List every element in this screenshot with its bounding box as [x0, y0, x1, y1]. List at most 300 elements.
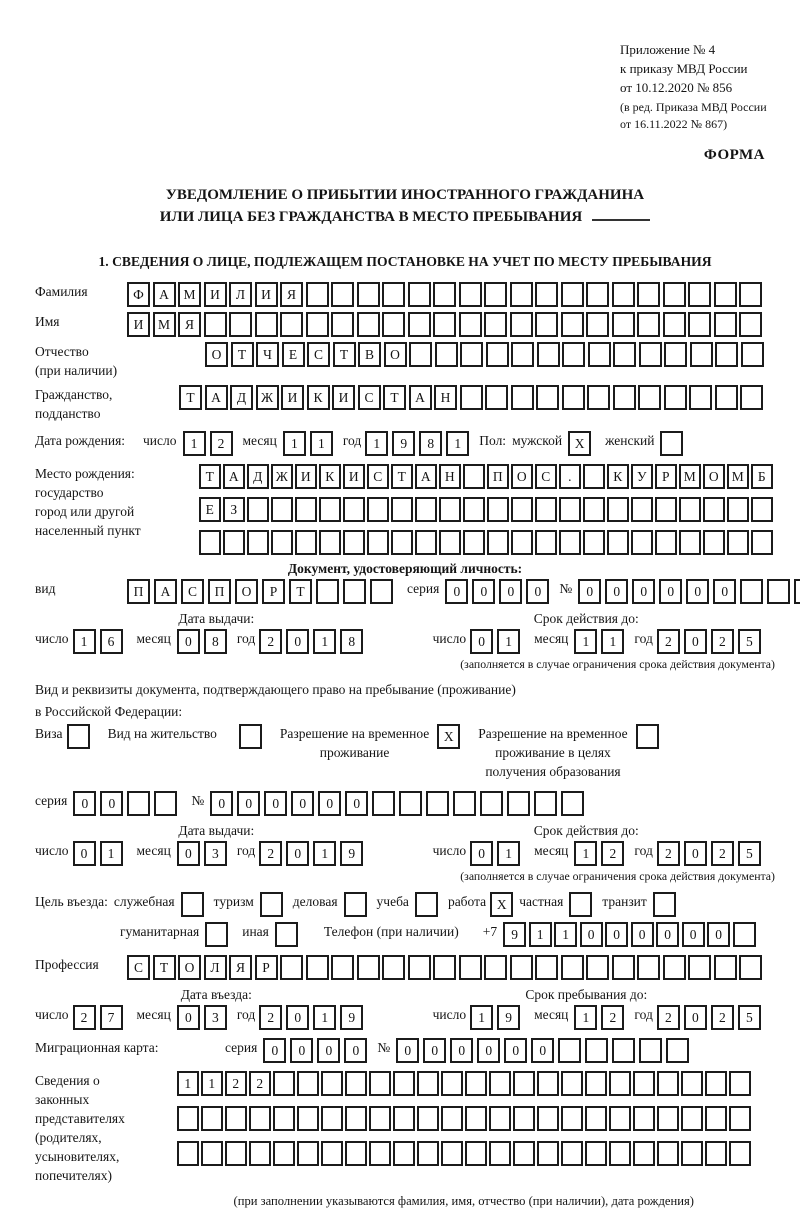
char-cell[interactable]	[631, 497, 653, 522]
char-cell[interactable]: 9	[497, 1005, 520, 1030]
char-cell[interactable]	[705, 1071, 727, 1096]
doc-valid-day-field[interactable]	[470, 629, 520, 654]
purpose-transit-checkbox[interactable]	[653, 892, 676, 917]
char-cell[interactable]	[510, 955, 533, 980]
char-cell[interactable]: 0	[631, 922, 654, 947]
char-cell[interactable]: О	[703, 464, 725, 489]
char-cell[interactable]: 1	[574, 629, 597, 654]
char-cell[interactable]	[463, 530, 485, 555]
char-cell[interactable]: 1	[497, 841, 520, 866]
residence-permit-checkbox[interactable]	[239, 724, 262, 749]
char-cell[interactable]	[297, 1141, 319, 1166]
char-cell[interactable]	[739, 955, 762, 980]
char-cell[interactable]	[415, 530, 437, 555]
char-cell[interactable]	[331, 955, 354, 980]
char-cell[interactable]	[367, 497, 389, 522]
char-cell[interactable]	[612, 1038, 635, 1063]
char-cell[interactable]: К	[307, 385, 330, 410]
char-cell[interactable]: 0	[210, 791, 233, 816]
char-cell[interactable]	[331, 312, 354, 337]
char-cell[interactable]	[393, 1071, 415, 1096]
char-cell[interactable]	[321, 1141, 343, 1166]
char-cell[interactable]	[393, 1106, 415, 1131]
char-cell[interactable]	[295, 530, 317, 555]
doc-issue-month-field[interactable]	[177, 629, 227, 654]
char-cell[interactable]	[408, 955, 431, 980]
char-cell[interactable]	[729, 1141, 751, 1166]
phone-field[interactable]	[503, 922, 756, 947]
char-cell[interactable]	[612, 282, 635, 307]
char-cell[interactable]	[733, 922, 756, 947]
char-cell[interactable]: 1	[313, 841, 336, 866]
char-cell[interactable]	[637, 312, 660, 337]
char-cell[interactable]: 0	[263, 1038, 286, 1063]
char-cell[interactable]	[280, 955, 303, 980]
char-cell[interactable]	[345, 1106, 367, 1131]
char-cell[interactable]: 0	[445, 579, 468, 604]
char-cell[interactable]: К	[607, 464, 629, 489]
char-cell[interactable]: И	[295, 464, 317, 489]
char-cell[interactable]: Л	[204, 955, 227, 980]
char-cell[interactable]: М	[679, 464, 701, 489]
char-cell[interactable]	[489, 1106, 511, 1131]
temp-residence-education-checkbox[interactable]	[636, 724, 659, 749]
char-cell[interactable]: Е	[282, 342, 305, 367]
char-cell[interactable]	[369, 1071, 391, 1096]
char-cell[interactable]	[321, 1071, 343, 1096]
res-valid-year-field[interactable]	[657, 841, 761, 866]
char-cell[interactable]	[369, 1106, 391, 1131]
char-cell[interactable]: 0	[526, 579, 549, 604]
char-cell[interactable]	[391, 497, 413, 522]
char-cell[interactable]: Ж	[271, 464, 293, 489]
char-cell[interactable]: 0	[100, 791, 123, 816]
char-cell[interactable]: 0	[504, 1038, 527, 1063]
birth-year-field[interactable]	[365, 431, 469, 456]
char-cell[interactable]: А	[223, 464, 245, 489]
char-cell[interactable]	[561, 1106, 583, 1131]
char-cell[interactable]: 2	[73, 1005, 96, 1030]
char-cell[interactable]: 1	[574, 841, 597, 866]
doc-seriya-field[interactable]	[445, 579, 549, 604]
char-cell[interactable]	[613, 385, 636, 410]
char-cell[interactable]: 0	[686, 579, 709, 604]
char-cell[interactable]: Я	[229, 955, 252, 980]
char-cell[interactable]	[688, 312, 711, 337]
char-cell[interactable]: Т	[391, 464, 413, 489]
char-cell[interactable]	[657, 1141, 679, 1166]
char-cell[interactable]: Ж	[256, 385, 279, 410]
char-cell[interactable]: З	[223, 497, 245, 522]
char-cell[interactable]	[229, 312, 252, 337]
char-cell[interactable]	[561, 1071, 583, 1096]
char-cell[interactable]	[513, 1071, 535, 1096]
char-cell[interactable]	[399, 791, 422, 816]
char-cell[interactable]	[587, 385, 610, 410]
char-cell[interactable]	[507, 791, 530, 816]
char-cell[interactable]: 0	[177, 629, 200, 654]
char-cell[interactable]	[585, 1106, 607, 1131]
char-cell[interactable]: 1	[313, 1005, 336, 1030]
char-cell[interactable]	[465, 1141, 487, 1166]
char-cell[interactable]: Б	[751, 464, 773, 489]
char-cell[interactable]: 3	[204, 1005, 227, 1030]
char-cell[interactable]	[729, 1106, 751, 1131]
char-cell[interactable]	[664, 342, 687, 367]
doc-valid-month-field[interactable]	[574, 629, 624, 654]
char-cell[interactable]	[433, 312, 456, 337]
char-cell[interactable]: 1	[470, 1005, 493, 1030]
char-cell[interactable]: С	[535, 464, 557, 489]
char-cell[interactable]	[510, 282, 533, 307]
char-cell[interactable]: А	[409, 385, 432, 410]
char-cell[interactable]	[453, 791, 476, 816]
char-cell[interactable]	[655, 497, 677, 522]
char-cell[interactable]	[681, 1141, 703, 1166]
char-cell[interactable]	[343, 579, 366, 604]
char-cell[interactable]	[663, 955, 686, 980]
char-cell[interactable]: 7	[100, 1005, 123, 1030]
char-cell[interactable]: С	[181, 579, 204, 604]
char-cell[interactable]	[297, 1071, 319, 1096]
char-cell[interactable]	[319, 497, 341, 522]
char-cell[interactable]: 0	[177, 841, 200, 866]
char-cell[interactable]	[558, 1038, 581, 1063]
char-cell[interactable]: 1	[446, 431, 469, 456]
char-cell[interactable]: 9	[340, 1005, 363, 1030]
purpose-business-checkbox[interactable]	[344, 892, 367, 917]
char-cell[interactable]	[583, 497, 605, 522]
char-cell[interactable]	[511, 385, 534, 410]
char-cell[interactable]	[297, 1106, 319, 1131]
char-cell[interactable]	[459, 312, 482, 337]
char-cell[interactable]	[345, 1071, 367, 1096]
char-cell[interactable]	[154, 791, 177, 816]
char-cell[interactable]: Р	[655, 464, 677, 489]
char-cell[interactable]	[703, 530, 725, 555]
char-cell[interactable]: 0	[477, 1038, 500, 1063]
char-cell[interactable]	[463, 497, 485, 522]
char-cell[interactable]	[607, 530, 629, 555]
char-cell[interactable]: 0	[578, 579, 601, 604]
char-cell[interactable]	[586, 955, 609, 980]
char-cell[interactable]	[681, 1106, 703, 1131]
char-cell[interactable]	[767, 579, 790, 604]
char-cell[interactable]: 2	[657, 841, 680, 866]
char-cell[interactable]: 2	[249, 1071, 271, 1096]
char-cell[interactable]: В	[358, 342, 381, 367]
char-cell[interactable]	[513, 1106, 535, 1131]
char-cell[interactable]	[199, 530, 221, 555]
char-cell[interactable]	[751, 497, 773, 522]
char-cell[interactable]: Т	[179, 385, 202, 410]
char-cell[interactable]: 0	[286, 1005, 309, 1030]
char-cell[interactable]	[715, 342, 738, 367]
char-cell[interactable]: А	[154, 579, 177, 604]
res-valid-month-field[interactable]	[574, 841, 624, 866]
char-cell[interactable]: О	[235, 579, 258, 604]
char-cell[interactable]: 2	[711, 1005, 734, 1030]
char-cell[interactable]	[705, 1106, 727, 1131]
char-cell[interactable]: Н	[439, 464, 461, 489]
char-cell[interactable]: И	[281, 385, 304, 410]
sex-female-checkbox[interactable]	[660, 431, 683, 456]
char-cell[interactable]	[609, 1106, 631, 1131]
char-cell[interactable]: 0	[317, 1038, 340, 1063]
char-cell[interactable]: Я	[178, 312, 201, 337]
birth-month-field[interactable]	[283, 431, 333, 456]
char-cell[interactable]	[637, 955, 660, 980]
char-cell[interactable]	[223, 530, 245, 555]
char-cell[interactable]	[740, 385, 763, 410]
char-cell[interactable]	[535, 530, 557, 555]
char-cell[interactable]: 1	[601, 629, 624, 654]
doc-number-field[interactable]	[578, 579, 800, 604]
char-cell[interactable]: 1	[201, 1071, 223, 1096]
char-cell[interactable]: И	[255, 282, 278, 307]
char-cell[interactable]	[433, 955, 456, 980]
char-cell[interactable]	[465, 1071, 487, 1096]
sex-male-checkbox[interactable]: X	[568, 431, 591, 456]
char-cell[interactable]: М	[727, 464, 749, 489]
char-cell[interactable]	[417, 1071, 439, 1096]
char-cell[interactable]	[583, 464, 605, 489]
char-cell[interactable]	[441, 1106, 463, 1131]
char-cell[interactable]	[201, 1106, 223, 1131]
char-cell[interactable]: 0	[656, 922, 679, 947]
res-issue-day-field[interactable]	[73, 841, 123, 866]
char-cell[interactable]	[415, 497, 437, 522]
char-cell[interactable]	[729, 1071, 751, 1096]
char-cell[interactable]: 2	[657, 1005, 680, 1030]
char-cell[interactable]	[489, 1141, 511, 1166]
char-cell[interactable]: Т	[231, 342, 254, 367]
char-cell[interactable]	[204, 312, 227, 337]
char-cell[interactable]: 2	[259, 1005, 282, 1030]
char-cell[interactable]: Д	[247, 464, 269, 489]
char-cell[interactable]: 0	[684, 841, 707, 866]
char-cell[interactable]	[612, 312, 635, 337]
char-cell[interactable]: 0	[472, 579, 495, 604]
char-cell[interactable]	[441, 1071, 463, 1096]
char-cell[interactable]	[537, 1071, 559, 1096]
char-cell[interactable]: 0	[450, 1038, 473, 1063]
temp-residence-checkbox[interactable]: X	[437, 724, 460, 749]
char-cell[interactable]	[417, 1141, 439, 1166]
char-cell[interactable]	[316, 579, 339, 604]
char-cell[interactable]	[459, 282, 482, 307]
visa-checkbox[interactable]	[67, 724, 90, 749]
char-cell[interactable]: Р	[262, 579, 285, 604]
char-cell[interactable]	[561, 282, 584, 307]
char-cell[interactable]: 2	[259, 841, 282, 866]
char-cell[interactable]	[484, 282, 507, 307]
char-cell[interactable]	[609, 1141, 631, 1166]
char-cell[interactable]	[280, 312, 303, 337]
char-cell[interactable]	[295, 497, 317, 522]
char-cell[interactable]	[655, 530, 677, 555]
char-cell[interactable]: 8	[419, 431, 442, 456]
char-cell[interactable]	[484, 312, 507, 337]
char-cell[interactable]: 1	[100, 841, 123, 866]
char-cell[interactable]: С	[367, 464, 389, 489]
char-cell[interactable]: 1	[574, 1005, 597, 1030]
char-cell[interactable]: 0	[177, 1005, 200, 1030]
char-cell[interactable]: Р	[255, 955, 278, 980]
char-cell[interactable]: 2	[601, 1005, 624, 1030]
char-cell[interactable]	[633, 1071, 655, 1096]
char-cell[interactable]: 0	[73, 791, 96, 816]
char-cell[interactable]	[664, 385, 687, 410]
char-cell[interactable]	[714, 955, 737, 980]
res-valid-day-field[interactable]	[470, 841, 520, 866]
char-cell[interactable]	[714, 312, 737, 337]
char-cell[interactable]	[382, 282, 405, 307]
char-cell[interactable]	[370, 579, 393, 604]
char-cell[interactable]: 1	[497, 629, 520, 654]
char-cell[interactable]	[631, 530, 653, 555]
char-cell[interactable]: 2	[711, 841, 734, 866]
char-cell[interactable]: 5	[738, 1005, 761, 1030]
char-cell[interactable]	[321, 1106, 343, 1131]
char-cell[interactable]	[177, 1106, 199, 1131]
char-cell[interactable]: 1	[529, 922, 552, 947]
char-cell[interactable]: Т	[289, 579, 312, 604]
char-cell[interactable]: 9	[503, 922, 526, 947]
char-cell[interactable]	[638, 385, 661, 410]
char-cell[interactable]	[225, 1106, 247, 1131]
char-cell[interactable]	[177, 1141, 199, 1166]
char-cell[interactable]	[511, 530, 533, 555]
char-cell[interactable]	[663, 312, 686, 337]
char-cell[interactable]	[633, 1141, 655, 1166]
char-cell[interactable]	[273, 1141, 295, 1166]
char-cell[interactable]	[439, 530, 461, 555]
char-cell[interactable]	[535, 282, 558, 307]
char-cell[interactable]: О	[384, 342, 407, 367]
char-cell[interactable]: Ф	[127, 282, 150, 307]
char-cell[interactable]: 2	[225, 1071, 247, 1096]
char-cell[interactable]	[537, 342, 560, 367]
char-cell[interactable]	[705, 1141, 727, 1166]
purpose-humanitarian-checkbox[interactable]	[205, 922, 228, 947]
char-cell[interactable]	[751, 530, 773, 555]
char-cell[interactable]	[273, 1106, 295, 1131]
char-cell[interactable]: Т	[199, 464, 221, 489]
char-cell[interactable]	[586, 312, 609, 337]
purpose-study-checkbox[interactable]	[415, 892, 438, 917]
char-cell[interactable]	[273, 1071, 295, 1096]
char-cell[interactable]	[585, 1071, 607, 1096]
patronymic-field[interactable]	[205, 342, 764, 367]
char-cell[interactable]: 0	[684, 629, 707, 654]
char-cell[interactable]: А	[153, 282, 176, 307]
char-cell[interactable]	[612, 955, 635, 980]
char-cell[interactable]	[657, 1106, 679, 1131]
char-cell[interactable]: 0	[290, 1038, 313, 1063]
char-cell[interactable]: И	[343, 464, 365, 489]
char-cell[interactable]	[536, 385, 559, 410]
char-cell[interactable]	[740, 579, 763, 604]
char-cell[interactable]	[460, 385, 483, 410]
char-cell[interactable]	[372, 791, 395, 816]
char-cell[interactable]: 1	[177, 1071, 199, 1096]
char-cell[interactable]: 0	[423, 1038, 446, 1063]
entry-day-field[interactable]	[73, 1005, 123, 1030]
char-cell[interactable]	[537, 1141, 559, 1166]
char-cell[interactable]	[562, 342, 585, 367]
char-cell[interactable]: 0	[605, 922, 628, 947]
char-cell[interactable]: 5	[738, 841, 761, 866]
char-cell[interactable]	[690, 342, 713, 367]
char-cell[interactable]	[439, 497, 461, 522]
char-cell[interactable]	[409, 342, 432, 367]
char-cell[interactable]	[343, 497, 365, 522]
char-cell[interactable]	[559, 530, 581, 555]
char-cell[interactable]: 0	[499, 579, 522, 604]
doc-valid-year-field[interactable]	[657, 629, 761, 654]
char-cell[interactable]: Т	[153, 955, 176, 980]
char-cell[interactable]: Т	[383, 385, 406, 410]
char-cell[interactable]: Д	[230, 385, 253, 410]
char-cell[interactable]	[331, 282, 354, 307]
char-cell[interactable]	[561, 1141, 583, 1166]
stay-month-field[interactable]	[574, 1005, 624, 1030]
char-cell[interactable]	[201, 1141, 223, 1166]
char-cell[interactable]: 8	[340, 629, 363, 654]
char-cell[interactable]: .	[559, 464, 581, 489]
res-issue-month-field[interactable]	[177, 841, 227, 866]
char-cell[interactable]	[343, 530, 365, 555]
char-cell[interactable]	[369, 1141, 391, 1166]
char-cell[interactable]	[609, 1071, 631, 1096]
char-cell[interactable]: Е	[199, 497, 221, 522]
stay-day-field[interactable]	[470, 1005, 520, 1030]
char-cell[interactable]	[679, 530, 701, 555]
char-cell[interactable]: 2	[210, 431, 233, 456]
char-cell[interactable]	[249, 1106, 271, 1131]
purpose-other-checkbox[interactable]	[275, 922, 298, 947]
char-cell[interactable]	[639, 342, 662, 367]
char-cell[interactable]: Я	[280, 282, 303, 307]
char-cell[interactable]: 0	[632, 579, 655, 604]
char-cell[interactable]	[586, 282, 609, 307]
char-cell[interactable]: 9	[340, 841, 363, 866]
char-cell[interactable]: 9	[392, 431, 415, 456]
char-cell[interactable]: К	[319, 464, 341, 489]
char-cell[interactable]: 0	[345, 791, 368, 816]
char-cell[interactable]	[485, 385, 508, 410]
char-cell[interactable]: 0	[291, 791, 314, 816]
char-cell[interactable]: 0	[286, 629, 309, 654]
char-cell[interactable]: 0	[237, 791, 260, 816]
purpose-private-checkbox[interactable]	[569, 892, 592, 917]
char-cell[interactable]	[393, 1141, 415, 1166]
char-cell[interactable]	[357, 312, 380, 337]
char-cell[interactable]: 0	[580, 922, 603, 947]
res-number-field[interactable]	[210, 791, 584, 816]
char-cell[interactable]: И	[127, 312, 150, 337]
char-cell[interactable]	[561, 955, 584, 980]
char-cell[interactable]	[357, 282, 380, 307]
char-cell[interactable]: 0	[713, 579, 736, 604]
char-cell[interactable]	[408, 282, 431, 307]
char-cell[interactable]	[511, 342, 534, 367]
birth-place-line2[interactable]	[199, 497, 773, 522]
char-cell[interactable]	[562, 385, 585, 410]
char-cell[interactable]	[487, 530, 509, 555]
char-cell[interactable]: А	[415, 464, 437, 489]
